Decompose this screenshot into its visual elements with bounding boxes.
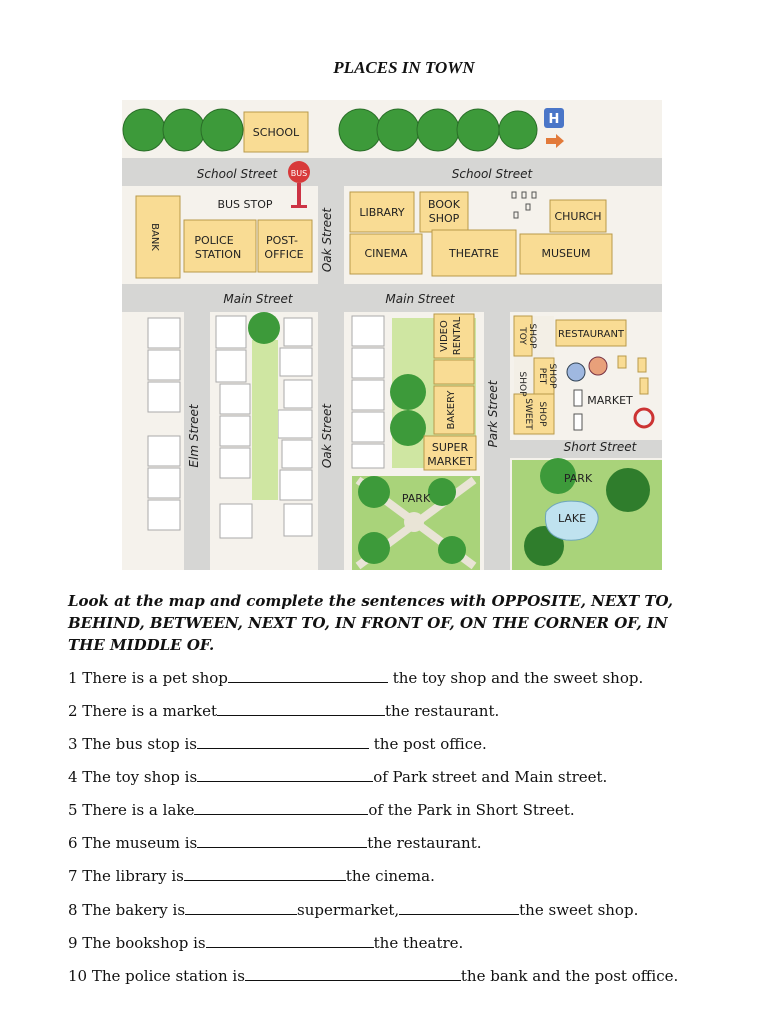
oak-street-label-bottom: Oak Street: [320, 403, 334, 469]
garden-strip: [252, 340, 278, 500]
sentence-1: [68, 668, 643, 687]
tree-icon: [390, 374, 426, 410]
sentence-text: 7 The library is: [68, 867, 184, 885]
instructions: Look at the map and complete the sentences with OPPOSITE, NEXT TO, BEHIND, BETWEEN, NEXT TO, IN FRONT OF, ON THE CORNER OF, IN THE MIDDLE OF.: [68, 592, 673, 654]
tree-icon: [358, 476, 390, 508]
park-street-label: Park Street: [486, 380, 500, 448]
answer-blank[interactable]: [185, 900, 297, 915]
super-label-2: MARKET: [427, 455, 473, 468]
sentence-text: 9 The bookshop is: [68, 934, 206, 952]
bank-label: BANK: [149, 223, 160, 251]
sentence-5: [68, 800, 575, 819]
answer-blank[interactable]: [399, 900, 519, 915]
police-label-1: POLICE: [194, 234, 234, 247]
town-map: [122, 100, 662, 570]
sweet-label-2: SHOP: [537, 401, 547, 427]
oak-street-label-top: Oak Street: [320, 207, 334, 273]
sentence-text: the bank and the post office.: [460, 967, 679, 985]
shop-label: SHOP: [517, 371, 527, 397]
lake-label: LAKE: [557, 512, 587, 525]
parasol-icon: [567, 363, 585, 381]
answer-blank[interactable]: [197, 767, 373, 782]
book-label-2: SHOP: [428, 212, 460, 225]
hospital-letter: H: [548, 112, 560, 127]
sentence-8: [68, 900, 638, 919]
toy-label-2: SHOP: [527, 323, 537, 349]
library-label: LIBRARY: [359, 206, 405, 219]
sweet-label-1: SWEET: [523, 398, 533, 430]
sentence-text: the post office.: [368, 735, 487, 753]
market-stall: [574, 390, 582, 406]
sentence-text: the sweet shop.: [519, 901, 639, 919]
sentence-text: the toy shop and the sweet shop.: [387, 669, 644, 687]
sentence-text: 1 There is a pet shop: [68, 669, 228, 687]
tree-icon: [428, 478, 456, 506]
sentence-text: 8 The bakery is: [68, 901, 186, 919]
market-label: MARKET: [587, 394, 633, 407]
sentence-text: of Park street and Main street.: [373, 768, 608, 786]
answer-blank[interactable]: [194, 800, 368, 815]
sentence-4: [68, 767, 607, 786]
elm-street-label: Elm Street: [187, 404, 201, 468]
sentence-7: [68, 866, 435, 885]
cinema-label: CINEMA: [364, 247, 408, 260]
tree-icon: [438, 536, 466, 564]
sentence-text: the restaurant.: [384, 702, 500, 720]
sentence-2: [68, 701, 499, 720]
sentence-text: supermarket,: [297, 901, 400, 919]
sentence-text: 10 The police station is: [68, 967, 245, 985]
tree-icon: [358, 532, 390, 564]
answer-blank[interactable]: [184, 866, 346, 881]
houses-middle: [352, 316, 384, 468]
theatre-label: THEATRE: [449, 247, 499, 260]
tree-icon: [606, 468, 650, 512]
police-label-2: STATION: [194, 248, 242, 261]
tree-icon: [390, 410, 426, 446]
school-label: SCHOOL: [252, 126, 300, 139]
worksheet-title: PLACES IN TOWN: [333, 58, 475, 77]
restaurant-label: RESTAURANT: [557, 329, 625, 340]
sweet-shop-building: [514, 394, 554, 434]
parasol-icon: [589, 357, 607, 375]
main-street-label-left: Main Street: [223, 292, 293, 306]
super-label-1: SUPER: [431, 441, 469, 454]
sentence-9: [68, 933, 463, 952]
answer-blank[interactable]: [245, 966, 461, 981]
answer-blank[interactable]: [197, 833, 367, 848]
answer-blank[interactable]: [206, 933, 374, 948]
sentence-text: the restaurant.: [367, 834, 482, 852]
market-stall: [574, 414, 582, 430]
park-label-left: PARK: [401, 492, 431, 505]
video-label-1: VIDEO: [439, 320, 450, 352]
pet-label-2: SHOP: [547, 363, 557, 389]
sentence-6: [68, 833, 482, 852]
sentence-text: 3 The bus stop is: [68, 735, 197, 753]
sentence-text: 2 There is a market: [68, 702, 217, 720]
school-street-label-left: School Street: [196, 167, 278, 181]
answer-blank[interactable]: [228, 668, 388, 683]
sentence-text: 5 There is a lake: [68, 801, 195, 819]
sentence-3: [68, 734, 487, 753]
pet-label-1: PET: [537, 367, 547, 385]
sentence-10: [68, 966, 678, 985]
answer-blank[interactable]: [217, 701, 385, 716]
bus-stop-label: BUS STOP: [217, 198, 273, 211]
church-label: CHURCH: [554, 210, 602, 223]
main-street-label-right: Main Street: [385, 292, 455, 306]
sentence-text: 6 The museum is: [68, 834, 198, 852]
answer-blank[interactable]: [197, 734, 369, 749]
park-label-right: PARK: [563, 472, 593, 485]
tree-icon: [248, 312, 280, 344]
toy-label-1: TOY: [517, 327, 527, 345]
short-street-label: Short Street: [563, 440, 637, 454]
school-street-label-right: School Street: [451, 167, 533, 181]
sentence-text: the theatre.: [373, 934, 464, 952]
bakery-label: BAKERY: [446, 390, 457, 430]
post-label-1: POST-: [266, 234, 298, 247]
video-label-2: RENTAL: [452, 316, 463, 356]
museum-label: MUSEUM: [541, 247, 591, 260]
shop-building: [434, 360, 474, 384]
sentence-text: 4 The toy shop is: [68, 768, 198, 786]
parasol-icon: [635, 409, 653, 427]
bus-sign-label: BUS: [290, 169, 308, 178]
sentence-text: of the Park in Short Street.: [368, 801, 575, 819]
post-label-2: OFFICE: [264, 248, 304, 261]
sentence-text: the cinema.: [345, 867, 435, 885]
book-label-1: BOOK: [428, 198, 460, 211]
